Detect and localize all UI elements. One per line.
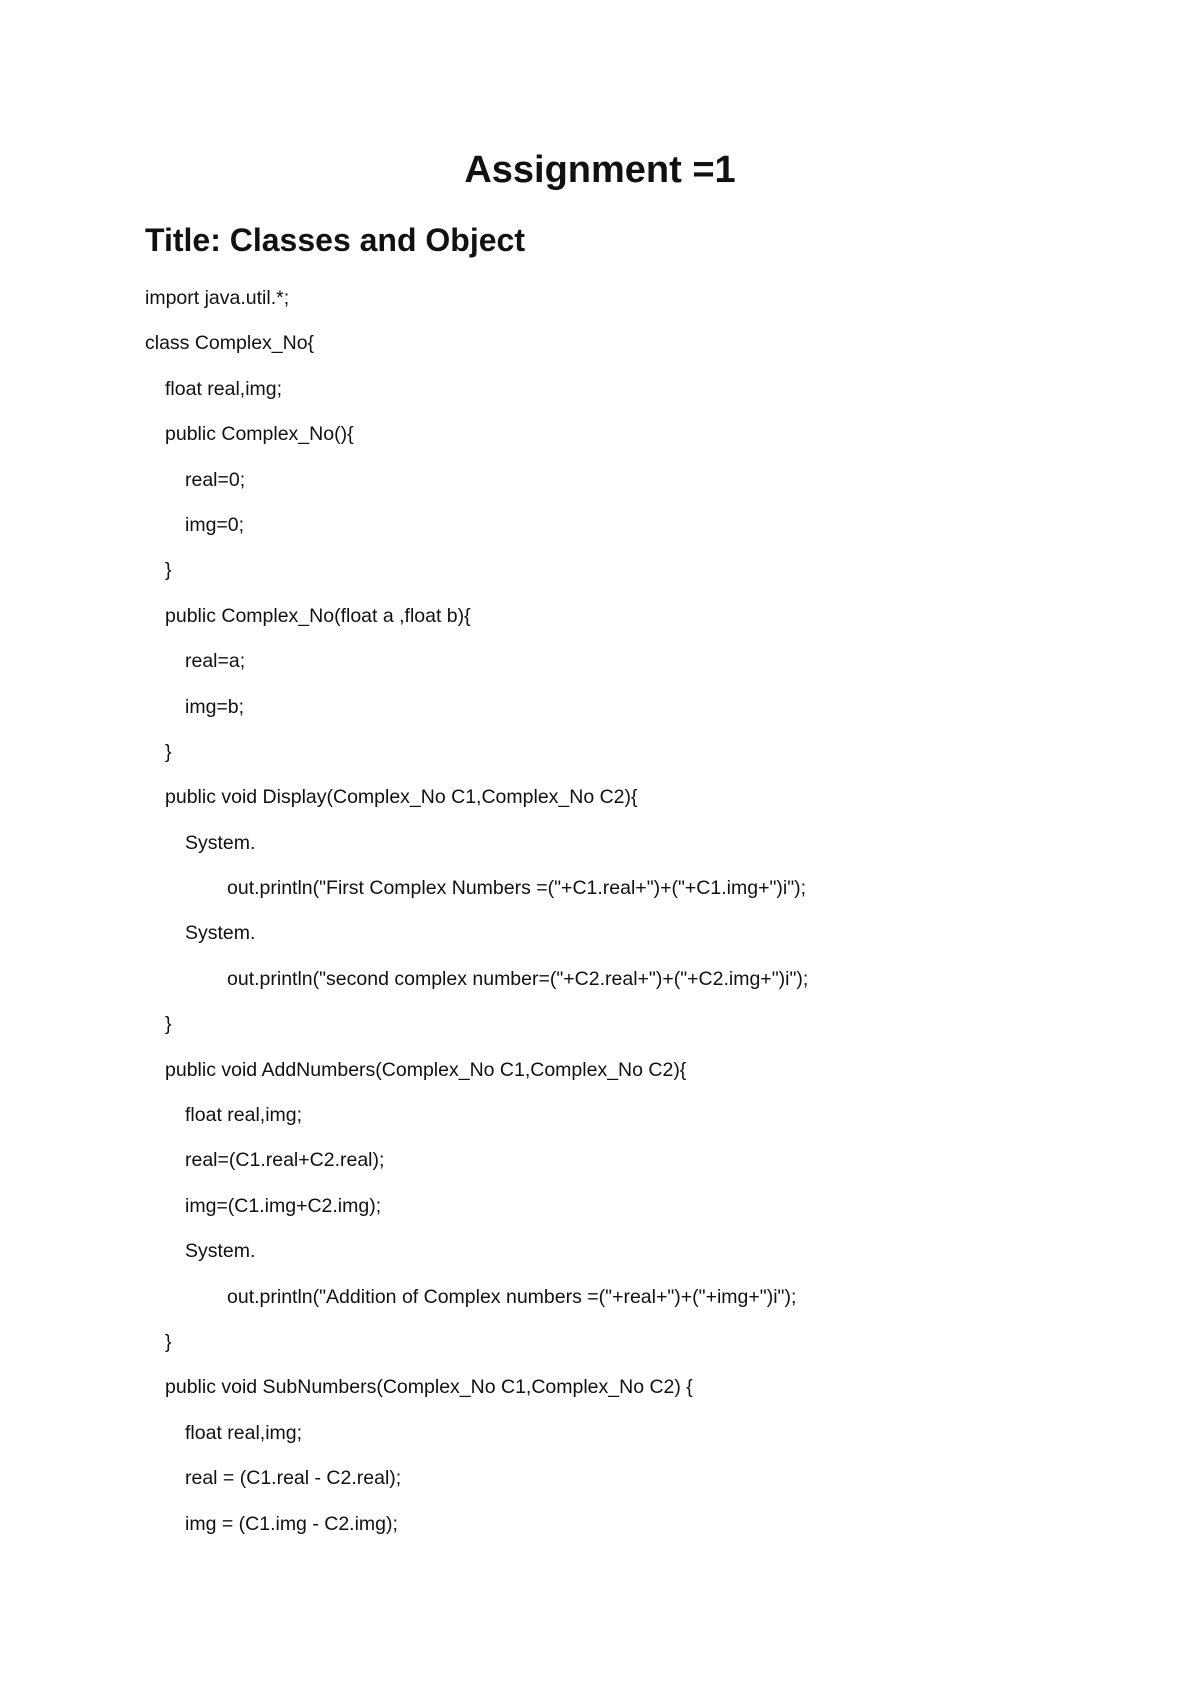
code-line: float real,img; [165, 377, 283, 400]
code-line: class Complex_No{ [145, 332, 315, 355]
code-line: public Complex_No(float a ,float b){ [165, 604, 471, 627]
code-line: } [165, 1013, 172, 1036]
code-line: img=(C1.img+C2.img); [185, 1194, 382, 1217]
code-line: public Complex_No(){ [165, 423, 354, 446]
code-line: real=a; [185, 650, 246, 673]
document-title: Assignment =1 [464, 149, 736, 191]
code-line: float real,img; [185, 1421, 303, 1444]
code-line: System. [185, 831, 256, 854]
code-listing [145, 283, 1145, 1554]
code-line: img = (C1.img - C2.img); [185, 1512, 398, 1535]
code-line: } [165, 1330, 172, 1353]
code-line: import java.util.*; [145, 287, 290, 309]
code-line: real = (C1.real - C2.real); [185, 1467, 402, 1490]
code-line: out.println("Addition of Complex numbers =("+real+")+("+img+")i"); [227, 1285, 797, 1308]
code-line: out.println("second complex number=("+C2.real+")+("+C2.img+")i"); [227, 967, 809, 990]
section-title: Title: Classes and Object [145, 222, 525, 258]
code-line: } [165, 740, 172, 763]
code-line: System. [185, 922, 256, 945]
code-line: real=(C1.real+C2.real); [185, 1149, 385, 1172]
code-line: public void Display(Complex_No C1,Complex_No C2){ [165, 786, 638, 809]
code-line: public void AddNumbers(Complex_No C1,Complex_No C2){ [165, 1058, 687, 1081]
code-line: real=0; [185, 468, 246, 491]
code-line: out.println("First Complex Numbers =("+C1.real+")+("+C1.img+")i"); [227, 877, 807, 900]
code-line: float real,img; [185, 1104, 303, 1127]
code-line: img=b; [185, 695, 245, 718]
code-line: } [165, 559, 172, 582]
code-line: img=0; [185, 513, 245, 536]
code-line: System. [185, 1240, 256, 1263]
code-line: public void SubNumbers(Complex_No C1,Complex_No C2) { [165, 1376, 693, 1399]
